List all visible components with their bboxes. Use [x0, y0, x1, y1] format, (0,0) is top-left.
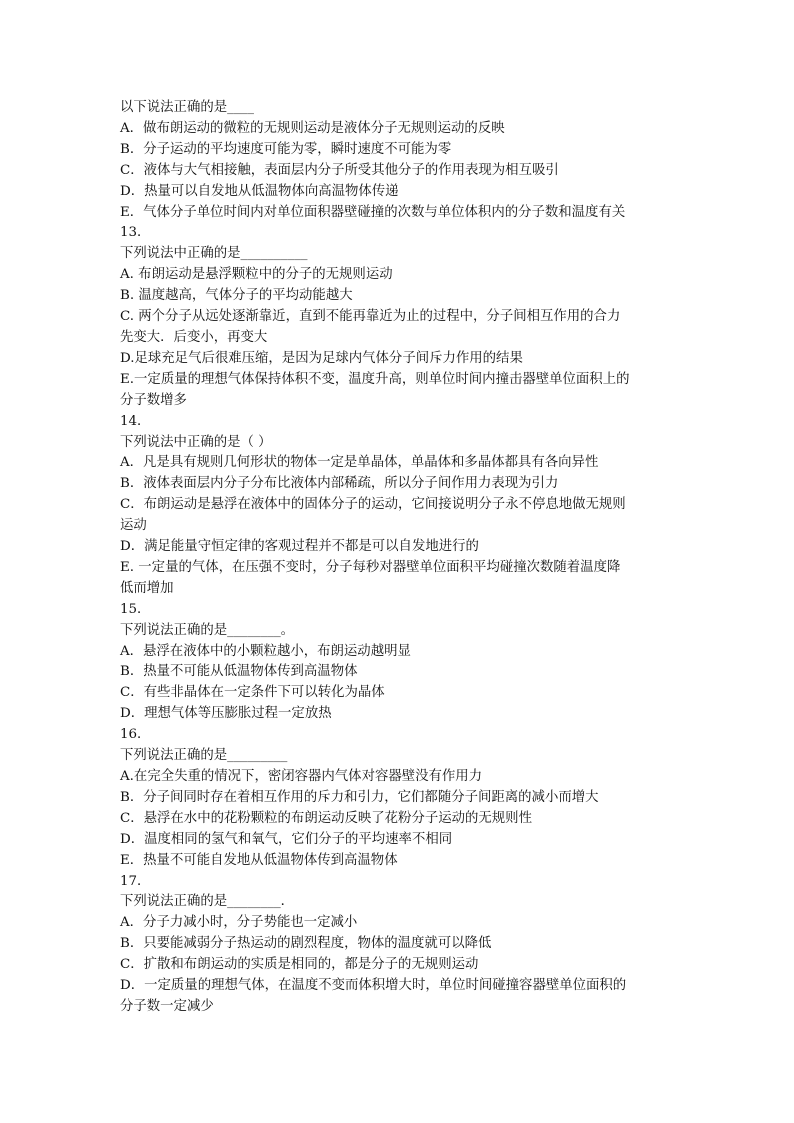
option-a: A．做布朗运动的微粒的无规则运动是液体分子无规则运动的反映 [120, 120, 505, 136]
question-number: 13． [120, 225, 151, 241]
option-b: B. 温度越高，气体分子的平均动能越大 [120, 288, 353, 304]
option-e-continued: 低而增加 [120, 580, 174, 596]
option-a: A.在完全失重的情况下，密闭容器内气体对容器壁没有作用力 [120, 769, 483, 784]
option-d: D．一定质量的理想气体，在温度不变而体积增大时，单位时间碰撞容器壁单位面积的 [120, 978, 627, 994]
option-c-continued: 运动 [120, 518, 147, 534]
option-c: C．液体与大气相接触，表面层内分子所受其他分子的作用表现为相互吸引 [120, 162, 559, 178]
option-b: B．分子运动的平均速度可能为零，瞬时速度不可能为零 [120, 141, 452, 157]
option-e: E．气体分子单位时间内对单位面积器壁碰撞的次数与单位体积内的分子数和温度有关 [120, 204, 626, 220]
question-number: 15． [120, 601, 151, 617]
option-e: E.一定质量的理想气体保持体积不变，温度升高，则单位时间内撞击器壁单位面积上的 [120, 371, 630, 387]
question-number: 17． [120, 873, 151, 889]
option-d: D.足球充足气后很难压缩，是因为足球内气体分子间斥力作用的结果 [120, 350, 523, 366]
document-page [120, 98, 680, 1018]
option-e-continued: 分子数增多 [120, 392, 187, 408]
option-e: E. 一定量的气体，在压强不变时，分子每秒对器壁单位面积平均碰撞次数随着温度降 [120, 559, 621, 575]
option-c-continued: 先变大．后变小，再变大 [120, 329, 268, 345]
question-stem: 下列说法正确的是________． [120, 894, 295, 910]
question-16 [120, 725, 680, 871]
option-d: D．理想气体等压膨胀过程一定放热 [120, 706, 332, 722]
option-e: E．热量不可能自发地从低温物体传到高温物体 [120, 852, 398, 868]
question-13 [120, 223, 680, 411]
option-c: C．扩散和布朗运动的实质是相同的，都是分子的无规则运动 [120, 957, 479, 973]
question-stem: 下列说法正确的是________。 [120, 622, 295, 638]
option-a: A．悬浮在液体中的小颗粒越小，布朗运动越明显 [120, 643, 411, 659]
question-stem: 下列说法中正确的是__________ [120, 246, 308, 262]
option-b: B．热量不可能从低温物体传到高温物体 [120, 664, 358, 680]
question-stem: 下列说法正确的是_________ [120, 748, 288, 764]
option-a: A．凡是具有规则几何形状的物体一定是单晶体，单晶体和多晶体都具有各向异性 [120, 455, 599, 471]
option-c: C. 两个分子从远处逐渐靠近，直到不能再靠近为止的过程中，分子间相互作用的合力 [120, 309, 621, 325]
question-15 [120, 600, 680, 725]
option-b: B．只要能减弱分子热运动的剧烈程度，物体的温度就可以降低 [120, 936, 492, 952]
option-c: C．布朗运动是悬浮在液体中的固体分子的运动，它间接说明分子永不停息地做无规则 [120, 497, 626, 513]
option-b: B．分子间同时存在着相互作用的斥力和引力，它们都随分子间距离的减小而增大 [120, 789, 599, 805]
question-number: 14． [120, 413, 151, 429]
option-d: D．温度相同的氢气和氧气，它们分子的平均速率不相同 [120, 831, 453, 847]
option-a: A. 布朗运动是悬浮颗粒中的分子的无规则运动 [120, 267, 393, 283]
question-stem: 下列说法中正确的是（ ） [120, 434, 272, 450]
option-c: C．悬浮在水中的花粉颗粒的布朗运动反映了花粉分子运动的无规则性 [120, 810, 532, 826]
question-stem: 以下说法正确的是____ [120, 100, 254, 115]
question-14 [120, 412, 680, 600]
question-number: 16． [120, 727, 151, 743]
option-c: C．有些非晶体在一定条件下可以转化为晶体 [120, 685, 385, 701]
question-17 [120, 872, 680, 1018]
option-d-continued: 分子数一定减少 [120, 998, 214, 1014]
option-b: B．液体表面层内分子分布比液体内部稀疏，所以分子间作用力表现为引力 [120, 476, 559, 492]
option-a: A．分子力减小时，分子势能也一定减小 [120, 915, 358, 931]
option-d: D．满足能量守恒定律的客观过程并不都是可以自发地进行的 [120, 539, 479, 555]
option-d: D．热量可以自发地从低温物体向高温物体传递 [120, 183, 399, 199]
question-12 [120, 98, 680, 223]
